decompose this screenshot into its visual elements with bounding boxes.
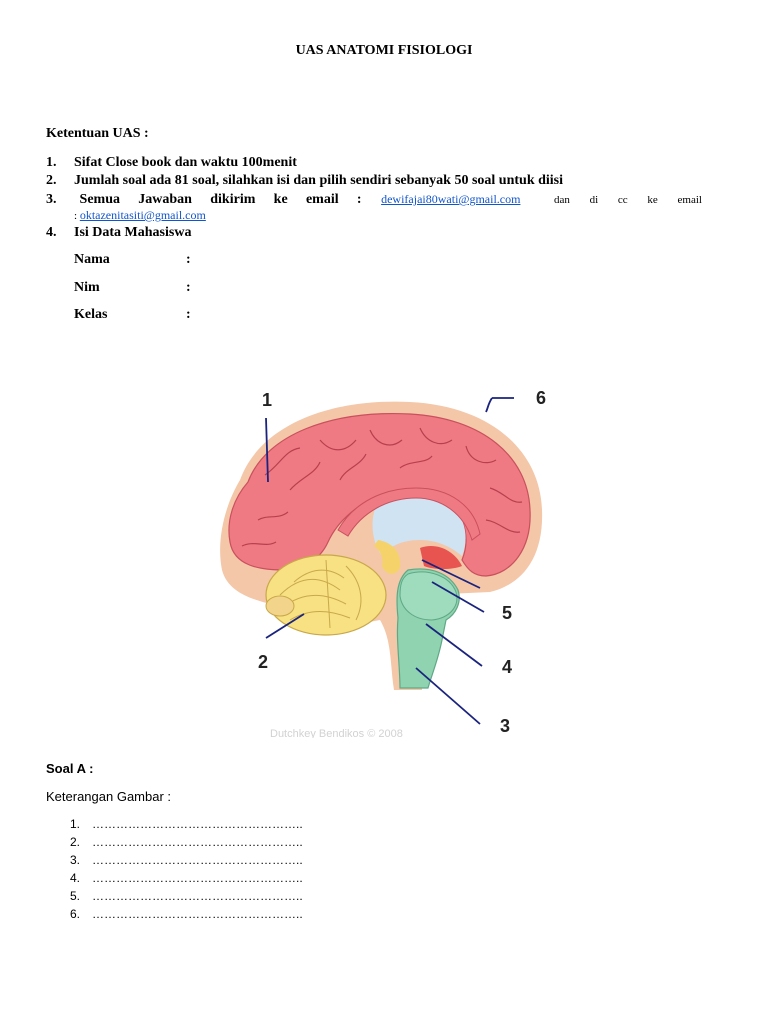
figure-label-3: 3 xyxy=(500,716,511,736)
section-label-soal-a: Soal A : xyxy=(46,761,94,776)
field-nim xyxy=(74,280,191,296)
answer-number: 4. xyxy=(70,871,81,885)
rule-word: dan xyxy=(553,194,570,206)
field-separator: : xyxy=(186,280,191,295)
figure-label-1: 1 xyxy=(262,390,273,410)
field-label: Nim xyxy=(74,280,100,295)
answer-blank[interactable]: …………………………………………….. xyxy=(92,817,303,831)
field-separator: : xyxy=(186,307,191,322)
figure-label-5: 5 xyxy=(502,603,513,623)
rule-text: Isi Data Mahasiswa xyxy=(74,225,192,240)
rule-word: ke xyxy=(647,194,658,206)
answer-item[interactable] xyxy=(70,905,303,923)
rule-number: 2. xyxy=(46,173,57,188)
answer-blank[interactable]: …………………………………………….. xyxy=(92,835,303,849)
answer-item[interactable] xyxy=(70,869,303,887)
field-nama xyxy=(74,252,191,268)
rule-word: di xyxy=(589,194,599,206)
rule-text xyxy=(80,191,362,208)
answer-item[interactable] xyxy=(70,887,303,905)
rule-number: 1. xyxy=(46,155,57,170)
rule-3-continuation xyxy=(74,208,206,223)
rule-2 xyxy=(46,172,563,189)
email-link[interactable]: dewifajai80wati@gmail.com xyxy=(381,192,521,206)
rule-word: Jawaban xyxy=(138,192,192,207)
cc-email-link[interactable]: oktazenitasiti@gmail.com xyxy=(79,208,206,222)
answer-number: 6. xyxy=(70,907,81,921)
rule-word: ke xyxy=(273,192,288,207)
field-separator: : xyxy=(186,252,191,267)
answer-number: 1. xyxy=(70,817,81,831)
field-label: Kelas xyxy=(74,307,108,322)
figure-label-4: 4 xyxy=(502,657,513,677)
answer-blank[interactable]: …………………………………………….. xyxy=(92,889,303,903)
rule-word: Semua xyxy=(79,192,120,207)
answer-blank[interactable]: …………………………………………….. xyxy=(92,871,303,885)
answer-blank[interactable]: …………………………………………….. xyxy=(92,853,303,867)
rule-text-tail xyxy=(554,192,702,209)
answer-list xyxy=(70,815,303,923)
field-kelas xyxy=(74,307,191,323)
cerebellum xyxy=(266,555,386,635)
page-title: UAS ANATOMI FISIOLOGI xyxy=(295,43,473,58)
answer-number: 3. xyxy=(70,853,81,867)
rules-heading: Ketentuan UAS : xyxy=(46,126,149,141)
rule-text: Sifat Close book dan waktu 100menit xyxy=(74,155,297,170)
rule-3 xyxy=(46,191,702,209)
brain-diagram xyxy=(170,370,550,738)
figure-label-6: 6 xyxy=(536,388,547,408)
answer-number: 5. xyxy=(70,889,81,903)
rule-number: 3. xyxy=(46,192,57,207)
keterangan-label: Keterangan Gambar : xyxy=(46,789,172,804)
figure-label-2: 2 xyxy=(258,652,269,672)
answer-number: 2. xyxy=(70,835,81,849)
rule-4 xyxy=(46,224,191,241)
rule-word: email xyxy=(677,194,702,206)
rule-word: dikirim xyxy=(210,192,256,207)
rule-word: cc xyxy=(617,194,628,206)
figure-watermark: Dutchkey Bendikos © 2008 xyxy=(270,728,403,738)
answer-blank[interactable]: …………………………………………….. xyxy=(92,907,303,921)
answer-item[interactable] xyxy=(70,851,303,869)
field-label: Nama xyxy=(74,252,110,267)
rule-number: 4. xyxy=(46,225,57,240)
rule-text: Jumlah soal ada 81 soal, silahkan isi dan pilih sendiri sebanyak 50 soal untuk diisi xyxy=(74,173,564,188)
rule-word: email xyxy=(305,192,339,207)
answer-item[interactable] xyxy=(70,815,303,833)
rule-word: : xyxy=(356,192,362,207)
cc-prefix: : xyxy=(74,210,80,222)
brain-figure xyxy=(170,370,550,738)
answer-item[interactable] xyxy=(70,833,303,851)
rule-1 xyxy=(46,154,297,171)
